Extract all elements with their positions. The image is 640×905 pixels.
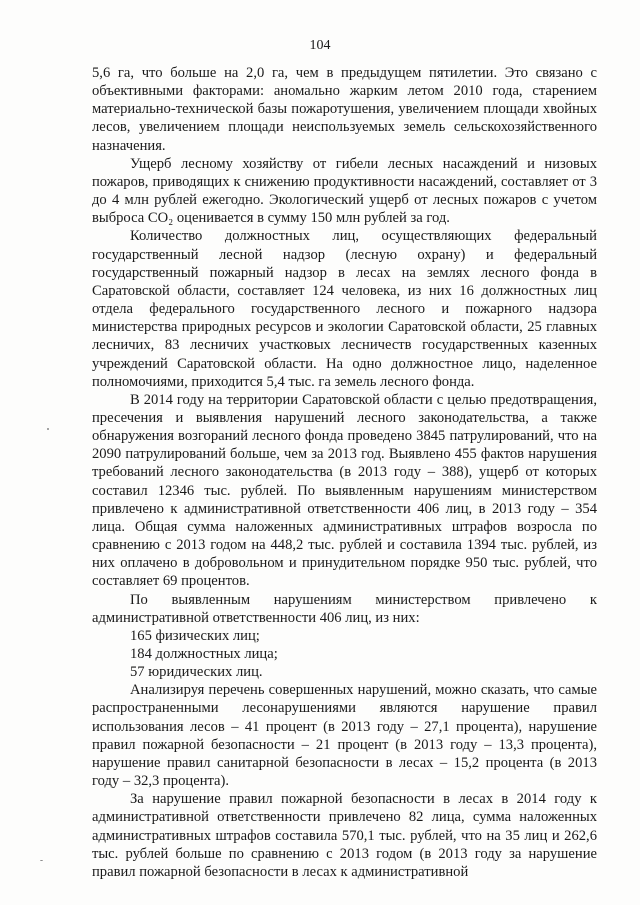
list-item-officials: 184 должностных лица; [130,646,278,662]
scan-speck [47,428,49,430]
scan-speck [40,860,43,861]
list-item-individuals: 165 физических лиц; [130,627,260,644]
paragraph-violation-analysis: Анализируя перечень совершенных нарушений, можно сказать, что самые распространенными лесонарушениями являются нарушение правил использования лесов – 41 процент (в 2013 году – 27,1 процента), нарушение правил пожарной безопасности – 21 процент (в 2013 году – 13,3 процента), нарушение правил санитарной безопасности в лесах – 15,2 процента (в 2013 году – 32,3 процента). [92,682,597,790]
list-item-legal-entities: 57 юридических лиц. [130,664,263,681]
paragraph-officials-count: Количество должностных лиц, осуществляющих федеральный государственный лесной надзор (лесную охрану) и федеральный государственный пожарный надзор в лесах на землях лесного фонда в Саратовской области, составляет 124 человека, из них 16 должностных лиц отдела федерального государственного лесного и пожарного надзора министерства природных ресурсов и экологии Саратовской области, 25 главных лесничих, 83 лесничих участковых лесничеств государственных казенных учреждений Саратовской области. На одно должностное лицо, наделенное полномочиями, приходится 5,4 тыс. га земель лесного фонда. [92,228,597,390]
paragraph-2014-patrols: В 2014 году на территории Саратовской области с целью предотвращения, пресечения и выявления нарушений лесного законодательства, а также обнаружения возгораний лесного фонда проведено 3845 патрулирований, что на 2090 патрулирований больше, чем за 2013 год. Выявлено 455 фактов нарушения требований лесного законодательства (в 2013 году – 388), ущерб от которых составил 12346 тыс. рублей. По выявленным нарушениям министерством привлечено к административной ответственности 406 лиц, в 2013 году – 354 лица. Общая сумма наложенных административных штрафов возросла по сравнению с 2013 годом на 448,2 тыс. рублей и составила 1394 тыс. рублей, из них оплачено в добровольном и принудительном порядке 950 тыс. рублей, что составляет 69 процентов. [92,391,597,590]
paragraph-continuation: 5,6 га, что больше на 2,0 га, чем в предыдущем пятилетии. Это связано с объективными факторами: аномально жарким летом 2010 года, старением материально-технической базы пожаротушения, увеличением площади хвойных лесов, увеличением площади неиспользуемых земель сельскохозяйственного назначения. [92,65,597,154]
paragraph-forest-damage: Ущерб лесному хозяйству от гибели лесных насаждений и низовых пожаров, приводящих к снижению продуктивности насаждений, составляет от 3 до 4 млн рублей ежегодно. Экологический ущерб от лесных пожаров с учетом выброса CO₂ оценивается в сумму 150 млн рублей за год. [92,155,597,227]
paragraph-liability-intro: По выявленным нарушениям министерством привлечено к административной ответственности 406 лиц, из них: [92,591,597,626]
body-text [92,64,597,881]
paragraph-fire-safety-violations: За нарушение правил пожарной безопасности в лесах в 2014 году к административной ответственности привлечено 82 лица, сумма наложенных административных штрафов составила 570,1 тыс. рублей, что на 35 лиц и 262,6 тыс. рублей больше по сравнению с 2013 годом (в 2013 году за нарушение правил пожарной безопасности в лесах к административной [92,791,597,880]
page-number: 104 [309,38,331,53]
